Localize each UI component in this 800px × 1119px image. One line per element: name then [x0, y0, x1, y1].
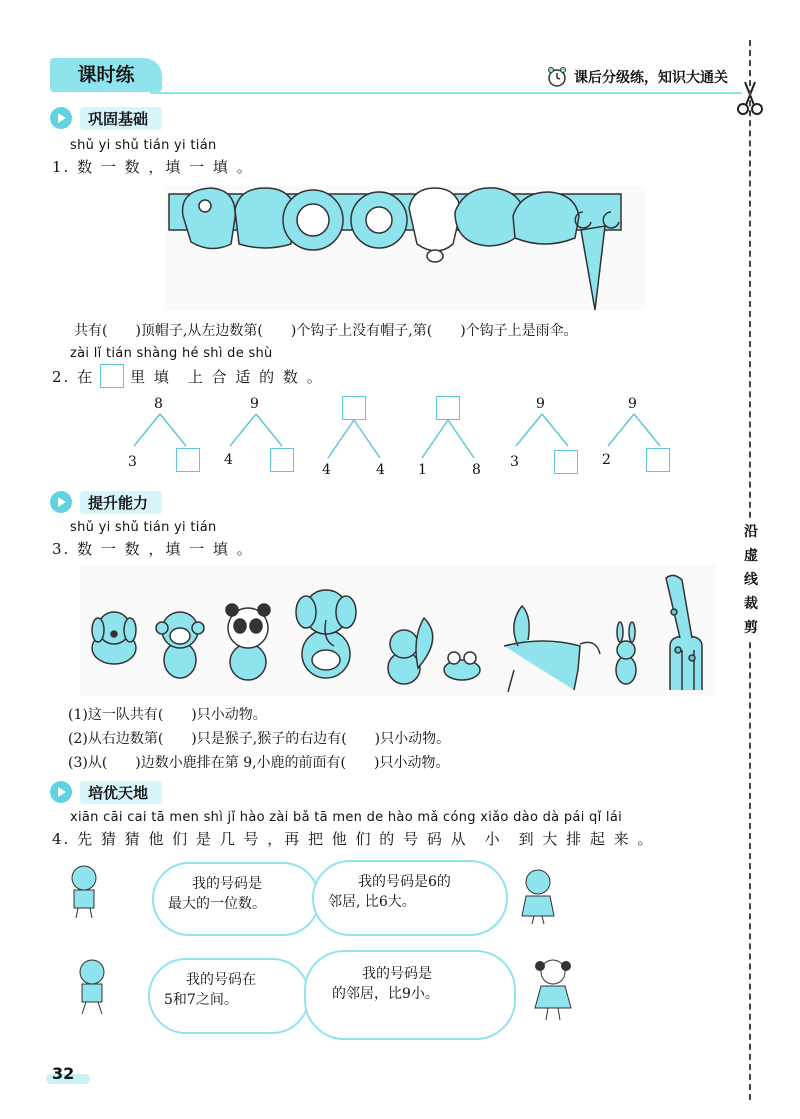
q3-prompt: 3. 数 一 数 ，填 一 填 。	[52, 540, 254, 558]
q2-pinyin: zài lǐ tián shàng hé shì de shù	[70, 346, 273, 361]
answer-box[interactable]	[270, 448, 294, 472]
answer-box[interactable]	[554, 450, 578, 474]
number-bond-5: 9 3	[508, 396, 598, 486]
play-icon	[50, 491, 72, 513]
child-4-icon	[530, 956, 576, 1022]
section-tag-advanced: 培优天地	[50, 780, 162, 804]
q2-prompt: 2. 在 里 填 上 合 适 的 数 。	[52, 364, 324, 388]
child-2-icon	[516, 866, 560, 926]
bubble-2: 我的号码是6的 邻居, 比6大。	[312, 860, 508, 936]
bubble-3: 我的号码在 5和7之间。	[148, 958, 310, 1034]
answer-box[interactable]	[176, 448, 200, 472]
q4-pinyin: xiān cāi cai tā men shì jǐ hào zài bǎ tā men de hào mǎ cóng xiǎo dào dà pái qǐ lái	[70, 810, 623, 825]
q1-answer-line: 共有( )顶帽子,从左边数第( )个钩子上没有帽子,第( )个钩子上是雨伞。	[74, 323, 578, 339]
bubble-1: 我的号码是 最大的一位数。	[152, 862, 320, 936]
number-bond-3: 4 4	[320, 396, 410, 486]
number-bond-2: 9 4	[220, 396, 310, 486]
number-bond-4: 1 8	[416, 396, 506, 486]
tagline-text: 课后分级练，知识大通关	[574, 70, 728, 86]
header-tagline	[546, 66, 728, 88]
play-icon	[50, 781, 72, 803]
number-bond-row	[120, 396, 680, 486]
child-3-icon	[70, 956, 114, 1016]
animal-parade-illustration	[80, 564, 716, 696]
page-number: 32	[52, 1064, 75, 1083]
cut-instruction: 沿 虚 线 裁 剪	[740, 520, 762, 640]
number-bond-6: 9 2	[600, 396, 690, 486]
alarm-clock-icon	[546, 66, 568, 88]
section-tag-improve: 提升能力	[50, 490, 162, 514]
dog-icon	[92, 612, 136, 664]
header-divider	[150, 92, 742, 94]
q3-item-1: (1)这一队共有( )只小动物。	[68, 707, 267, 723]
section-tag-basics: 巩固基础	[50, 106, 162, 130]
q3-item-3: (3)从( )边数小鹿排在第 9,小鹿的前面有( )只小动物。	[68, 755, 450, 771]
q1-pinyin: shǔ yi shǔ tián yi tián	[70, 138, 217, 153]
child-1-icon	[62, 862, 106, 920]
q3-pinyin: shǔ yi shǔ tián yi tián	[70, 520, 217, 535]
hat-rack-illustration	[165, 186, 645, 310]
play-icon	[50, 107, 72, 129]
q1-prompt: 1. 数 一 数 ，填 一 填 。	[52, 158, 254, 176]
q3-item-2: (2)从右边数第( )只是猴子,猴子的右边有( )只小动物。	[68, 731, 451, 747]
answer-box[interactable]	[646, 448, 670, 472]
answer-box-sample	[100, 364, 124, 388]
q4-prompt: 4. 先 猜 猜 他 们 是 几 号 ，再 把 他 们 的 号 码 从 小 到 大 排 起 来 。	[52, 830, 655, 848]
bubble-4: 我的号码是 的邻居，比9小。	[304, 950, 516, 1040]
lesson-title: 课时练	[50, 58, 162, 92]
number-bond-1: 8 3	[120, 396, 210, 486]
